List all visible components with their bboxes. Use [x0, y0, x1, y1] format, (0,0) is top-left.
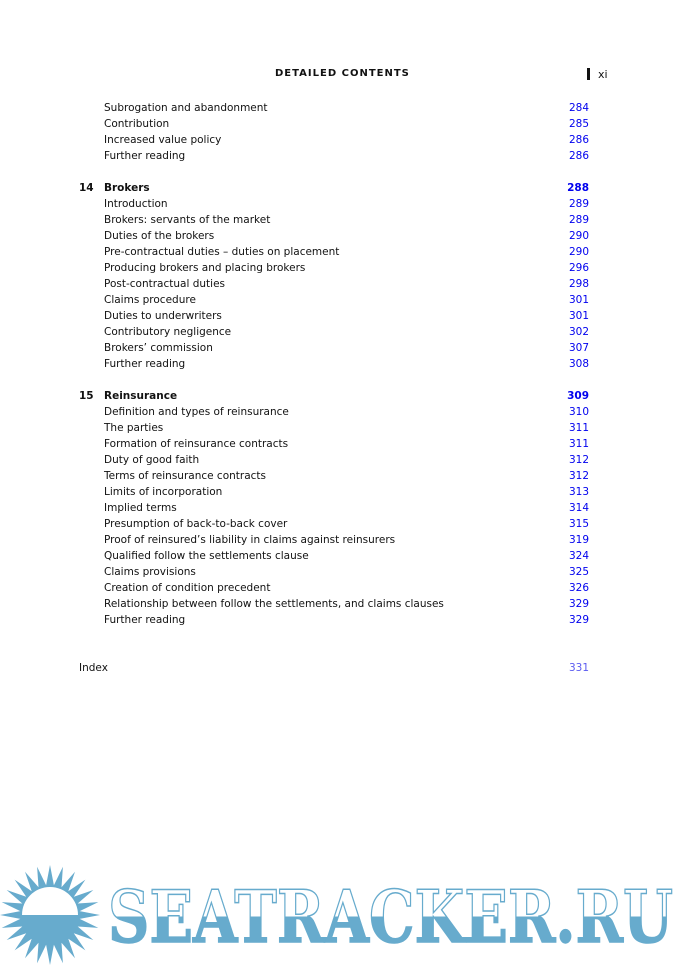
index-entry[interactable] [79, 660, 589, 676]
toc-entry[interactable] [79, 148, 589, 164]
entry-page-link[interactable]: 311 [568, 422, 589, 434]
entry-title: Definition and types of reinsurance [104, 406, 289, 418]
entry-title: The parties [104, 422, 164, 434]
entry-page-link[interactable]: 329 [568, 598, 589, 610]
entry-title: Post-contractual duties [104, 278, 225, 290]
entry-page-link[interactable]: 302 [568, 326, 589, 338]
entry-title: Subrogation and abandonment [104, 102, 268, 114]
header-page-number: xi [598, 68, 608, 81]
entry-title: Terms of reinsurance contracts [104, 470, 267, 482]
toc-entry[interactable] [79, 276, 589, 292]
entry-title: Further reading [104, 358, 186, 370]
entry-page-link[interactable]: 311 [568, 438, 589, 450]
entry-title: Contributory negligence [104, 326, 232, 338]
entry-page-link[interactable]: 325 [568, 566, 589, 578]
header-title: DETAILED CONTENTS [275, 68, 410, 79]
entry-page-link[interactable]: 312 [568, 454, 589, 466]
entry-page-link[interactable]: 308 [568, 358, 589, 370]
entry-title: Brokers: servants of the market [104, 214, 271, 226]
entry-page-link[interactable]: 310 [568, 406, 589, 418]
entry-page-link[interactable]: 284 [568, 102, 589, 114]
entry-title: Proof of reinsured’s liability in claims against reinsurers [104, 534, 396, 546]
toc-entry[interactable] [79, 244, 589, 260]
entry-title: Pre-contractual duties – duties on placement [104, 246, 340, 258]
entry-page-link[interactable]: 289 [568, 214, 589, 226]
entry-title: Claims procedure [104, 294, 196, 306]
sun-logo-icon [0, 865, 100, 965]
entry-title: Brokers [104, 182, 150, 194]
table-of-contents [79, 100, 589, 676]
entry-page-link[interactable]: 331 [568, 662, 589, 674]
toc-entry[interactable] [79, 212, 589, 228]
toc-entry[interactable] [79, 436, 589, 452]
seatracker-watermark [0, 860, 685, 968]
entry-page-link[interactable]: 314 [568, 502, 589, 514]
toc-entry[interactable] [79, 452, 589, 468]
entry-page-link[interactable]: 301 [568, 294, 589, 306]
entry-title: Reinsurance [104, 390, 178, 402]
toc-entry[interactable] [79, 324, 589, 340]
toc-entry[interactable] [79, 292, 589, 308]
entry-title: Further reading [104, 614, 186, 626]
entry-page-link[interactable]: 326 [568, 582, 589, 594]
toc-entry[interactable] [79, 580, 589, 596]
toc-entry[interactable] [79, 196, 589, 212]
toc-entry[interactable] [79, 468, 589, 484]
entry-page-link[interactable]: 289 [568, 198, 589, 210]
entry-title: Duties of the brokers [104, 230, 215, 242]
entry-title: Relationship between follow the settlements, and claims clauses [104, 598, 444, 610]
entry-title: Formation of reinsurance contracts [104, 438, 289, 450]
entry-page-link[interactable]: 313 [568, 486, 589, 498]
running-header [0, 68, 685, 82]
entry-page-link[interactable]: 309 [567, 390, 589, 402]
watermark-text: SEATRACKER.RU [108, 874, 673, 959]
chapter-heading[interactable] [79, 180, 589, 196]
entry-title: Contribution [104, 118, 170, 130]
entry-title: Producing brokers and placing brokers [104, 262, 306, 274]
entry-page-link[interactable]: 285 [568, 118, 589, 130]
entry-title: Increased value policy [104, 134, 222, 146]
entry-title: Claims provisions [104, 566, 196, 578]
toc-entry[interactable] [79, 596, 589, 612]
entry-title: Index [79, 662, 108, 674]
entry-page-link[interactable]: 319 [568, 534, 589, 546]
entry-title: Duties to underwriters [104, 310, 222, 322]
toc-entry[interactable] [79, 260, 589, 276]
entry-title: Introduction [104, 198, 168, 210]
toc-entry[interactable] [79, 516, 589, 532]
toc-entry[interactable] [79, 564, 589, 580]
chapter-number: 15 [79, 390, 94, 402]
chapter-heading[interactable] [79, 388, 589, 404]
toc-entry[interactable] [79, 356, 589, 372]
entry-page-link[interactable]: 312 [568, 470, 589, 482]
entry-title: Duty of good faith [104, 454, 200, 466]
toc-entry[interactable] [79, 132, 589, 148]
entry-title: Further reading [104, 150, 186, 162]
entry-title: Implied terms [104, 502, 177, 514]
entry-page-link[interactable]: 301 [568, 310, 589, 322]
entry-page-link[interactable]: 298 [568, 278, 589, 290]
toc-entry[interactable] [79, 308, 589, 324]
entry-page-link[interactable]: 286 [568, 150, 589, 162]
toc-entry[interactable] [79, 612, 589, 628]
chapter-number: 14 [79, 182, 94, 194]
entry-page-link[interactable]: 288 [567, 182, 589, 194]
entry-page-link[interactable]: 329 [568, 614, 589, 626]
toc-entry[interactable] [79, 116, 589, 132]
entry-page-link[interactable]: 290 [568, 246, 589, 258]
entry-title: Qualified follow the settlements clause [104, 550, 309, 562]
toc-entry[interactable] [79, 484, 589, 500]
toc-entry[interactable] [79, 548, 589, 564]
toc-entry[interactable] [79, 532, 589, 548]
entry-page-link[interactable]: 307 [568, 342, 589, 354]
toc-entry[interactable] [79, 100, 589, 116]
entry-title: Presumption of back-to-back cover [104, 518, 288, 530]
toc-entry[interactable] [79, 500, 589, 516]
entry-page-link[interactable]: 324 [568, 550, 589, 562]
entry-page-link[interactable]: 286 [568, 134, 589, 146]
header-divider [587, 68, 590, 80]
entry-title: Brokers’ commission [104, 342, 213, 354]
toc-entry[interactable] [79, 420, 589, 436]
entry-title: Creation of condition precedent [104, 582, 271, 594]
entry-page-link[interactable]: 290 [568, 230, 589, 242]
toc-entry[interactable] [79, 340, 589, 356]
toc-entry[interactable] [79, 404, 589, 420]
entry-page-link[interactable]: 296 [568, 262, 589, 274]
entry-title: Limits of incorporation [104, 486, 223, 498]
entry-page-link[interactable]: 315 [568, 518, 589, 530]
toc-entry[interactable] [79, 228, 589, 244]
